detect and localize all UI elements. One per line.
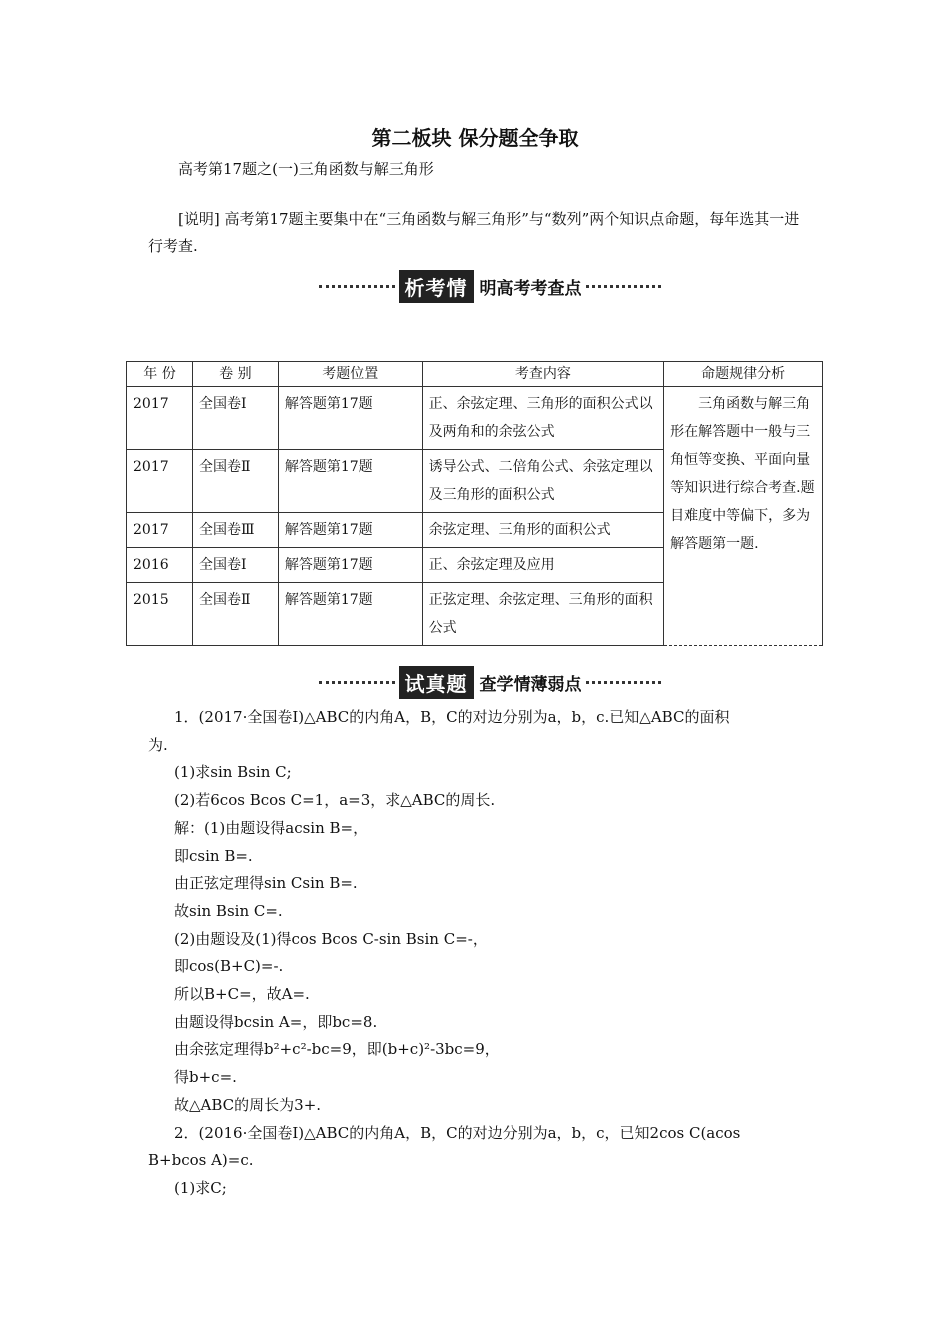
solution-line: 即csin B=. — [174, 846, 253, 865]
cell-year: 2017 — [127, 387, 193, 450]
solution-line: 得b+c=. — [174, 1068, 237, 1087]
header-analysis: 命题规律分析 — [664, 362, 823, 387]
banner-badge: 析考情 — [399, 270, 474, 303]
problem-section — [148, 704, 813, 1203]
cell-content: 正弦定理、余弦定理、三角形的面积公式 — [422, 583, 664, 646]
cell-position: 解答题第17题 — [278, 583, 422, 646]
banner-text: 查学情薄弱点 — [479, 674, 582, 695]
cell-content: 正、余弦定理、三角形的面积公式以及两角和的余弦公式 — [422, 387, 664, 450]
solution-line: 由题设得bcsin A=，即bc=8. — [174, 1012, 378, 1031]
problem-line: 为. — [148, 735, 168, 754]
header-year: 年 份 — [127, 362, 193, 387]
section-subtitle: 高考第17题之(一)三角函数与解三角形 — [178, 160, 434, 178]
page-title: 第二板块 保分题全争取 — [371, 126, 579, 150]
cell-paper: 全国卷Ⅰ — [192, 387, 278, 450]
banner-practice — [315, 667, 665, 697]
cell-paper: 全国卷Ⅰ — [192, 548, 278, 583]
cell-year: 2017 — [127, 513, 193, 548]
problem-line: 1．(2017·全国卷Ⅰ)△ABC的内角A，B，C的对边分别为a，b，c.已知△ABC的面积 — [174, 708, 730, 726]
solution-line: 由余弦定理得b²+c²-bc=9，即(b+c)²-3bc=9， — [174, 1040, 500, 1059]
dotted-rule — [586, 285, 662, 288]
banner-badge: 试真题 — [399, 666, 474, 699]
table-header-row — [127, 362, 823, 387]
banner-analysis — [315, 271, 665, 301]
banner-text: 明高考考查点 — [479, 278, 582, 299]
cell-year: 2016 — [127, 548, 193, 583]
cell-paper: 全国卷Ⅲ — [192, 513, 278, 548]
problem-line: (2)若6cos Bcos C=1，a=3，求△ABC的周长. — [174, 791, 496, 810]
exam-analysis-table — [126, 361, 823, 646]
cell-position: 解答题第17题 — [278, 387, 422, 450]
cell-content: 正、余弦定理及应用 — [422, 548, 664, 583]
table-row — [127, 387, 823, 450]
cell-analysis: 三角函数与解三角形在解答题中一般与三角恒等变换、平面向量等知识进行综合考查.题目难度中等偏下，多为解答题第一题. — [664, 387, 823, 646]
cell-content: 诱导公式、二倍角公式、余弦定理以及三角形的面积公式 — [422, 450, 664, 513]
problem-line: (1)求C; — [174, 1178, 227, 1197]
cell-content: 余弦定理、三角形的面积公式 — [422, 513, 664, 548]
cell-position: 解答题第17题 — [278, 548, 422, 583]
dotted-rule — [319, 681, 395, 684]
header-content: 考查内容 — [422, 362, 664, 387]
solution-line: 即cos(B+C)=-. — [174, 957, 284, 976]
solution-line: 所以B+C=，故A=. — [174, 985, 310, 1004]
header-position: 考题位置 — [278, 362, 422, 387]
cell-paper: 全国卷Ⅱ — [192, 450, 278, 513]
cell-paper: 全国卷Ⅱ — [192, 583, 278, 646]
note-text: [说明] 高考第17题主要集中在“三角函数与解三角形”与“数列”两个知识点命题，每年选其一进行考查. — [148, 210, 800, 255]
dotted-rule — [586, 681, 662, 684]
problem-line: B+bcos A)=c. — [148, 1151, 254, 1170]
solution-line: 由正弦定理得sin Csin B=. — [174, 874, 358, 893]
solution-line: 故sin Bsin C=. — [174, 901, 283, 920]
cell-position: 解答题第17题 — [278, 513, 422, 548]
cell-year: 2015 — [127, 583, 193, 646]
cell-year: 2017 — [127, 450, 193, 513]
solution-line: 故△ABC的周长为3+. — [174, 1095, 322, 1114]
problem-line: 2．(2016·全国卷Ⅰ)△ABC的内角A，B，C的对边分别为a，b，c，已知2cos C(acos — [174, 1123, 741, 1142]
solution-line: (2)由题设及(1)得cos Bcos C-sin Bsin C=-， — [174, 929, 488, 948]
solution-line: 解：(1)由题设得acsin B=， — [174, 818, 369, 837]
problem-line: (1)求sin Bsin C; — [174, 763, 292, 782]
note-paragraph — [148, 206, 813, 260]
dotted-rule — [319, 285, 395, 288]
header-paper: 卷 别 — [192, 362, 278, 387]
cell-position: 解答题第17题 — [278, 450, 422, 513]
